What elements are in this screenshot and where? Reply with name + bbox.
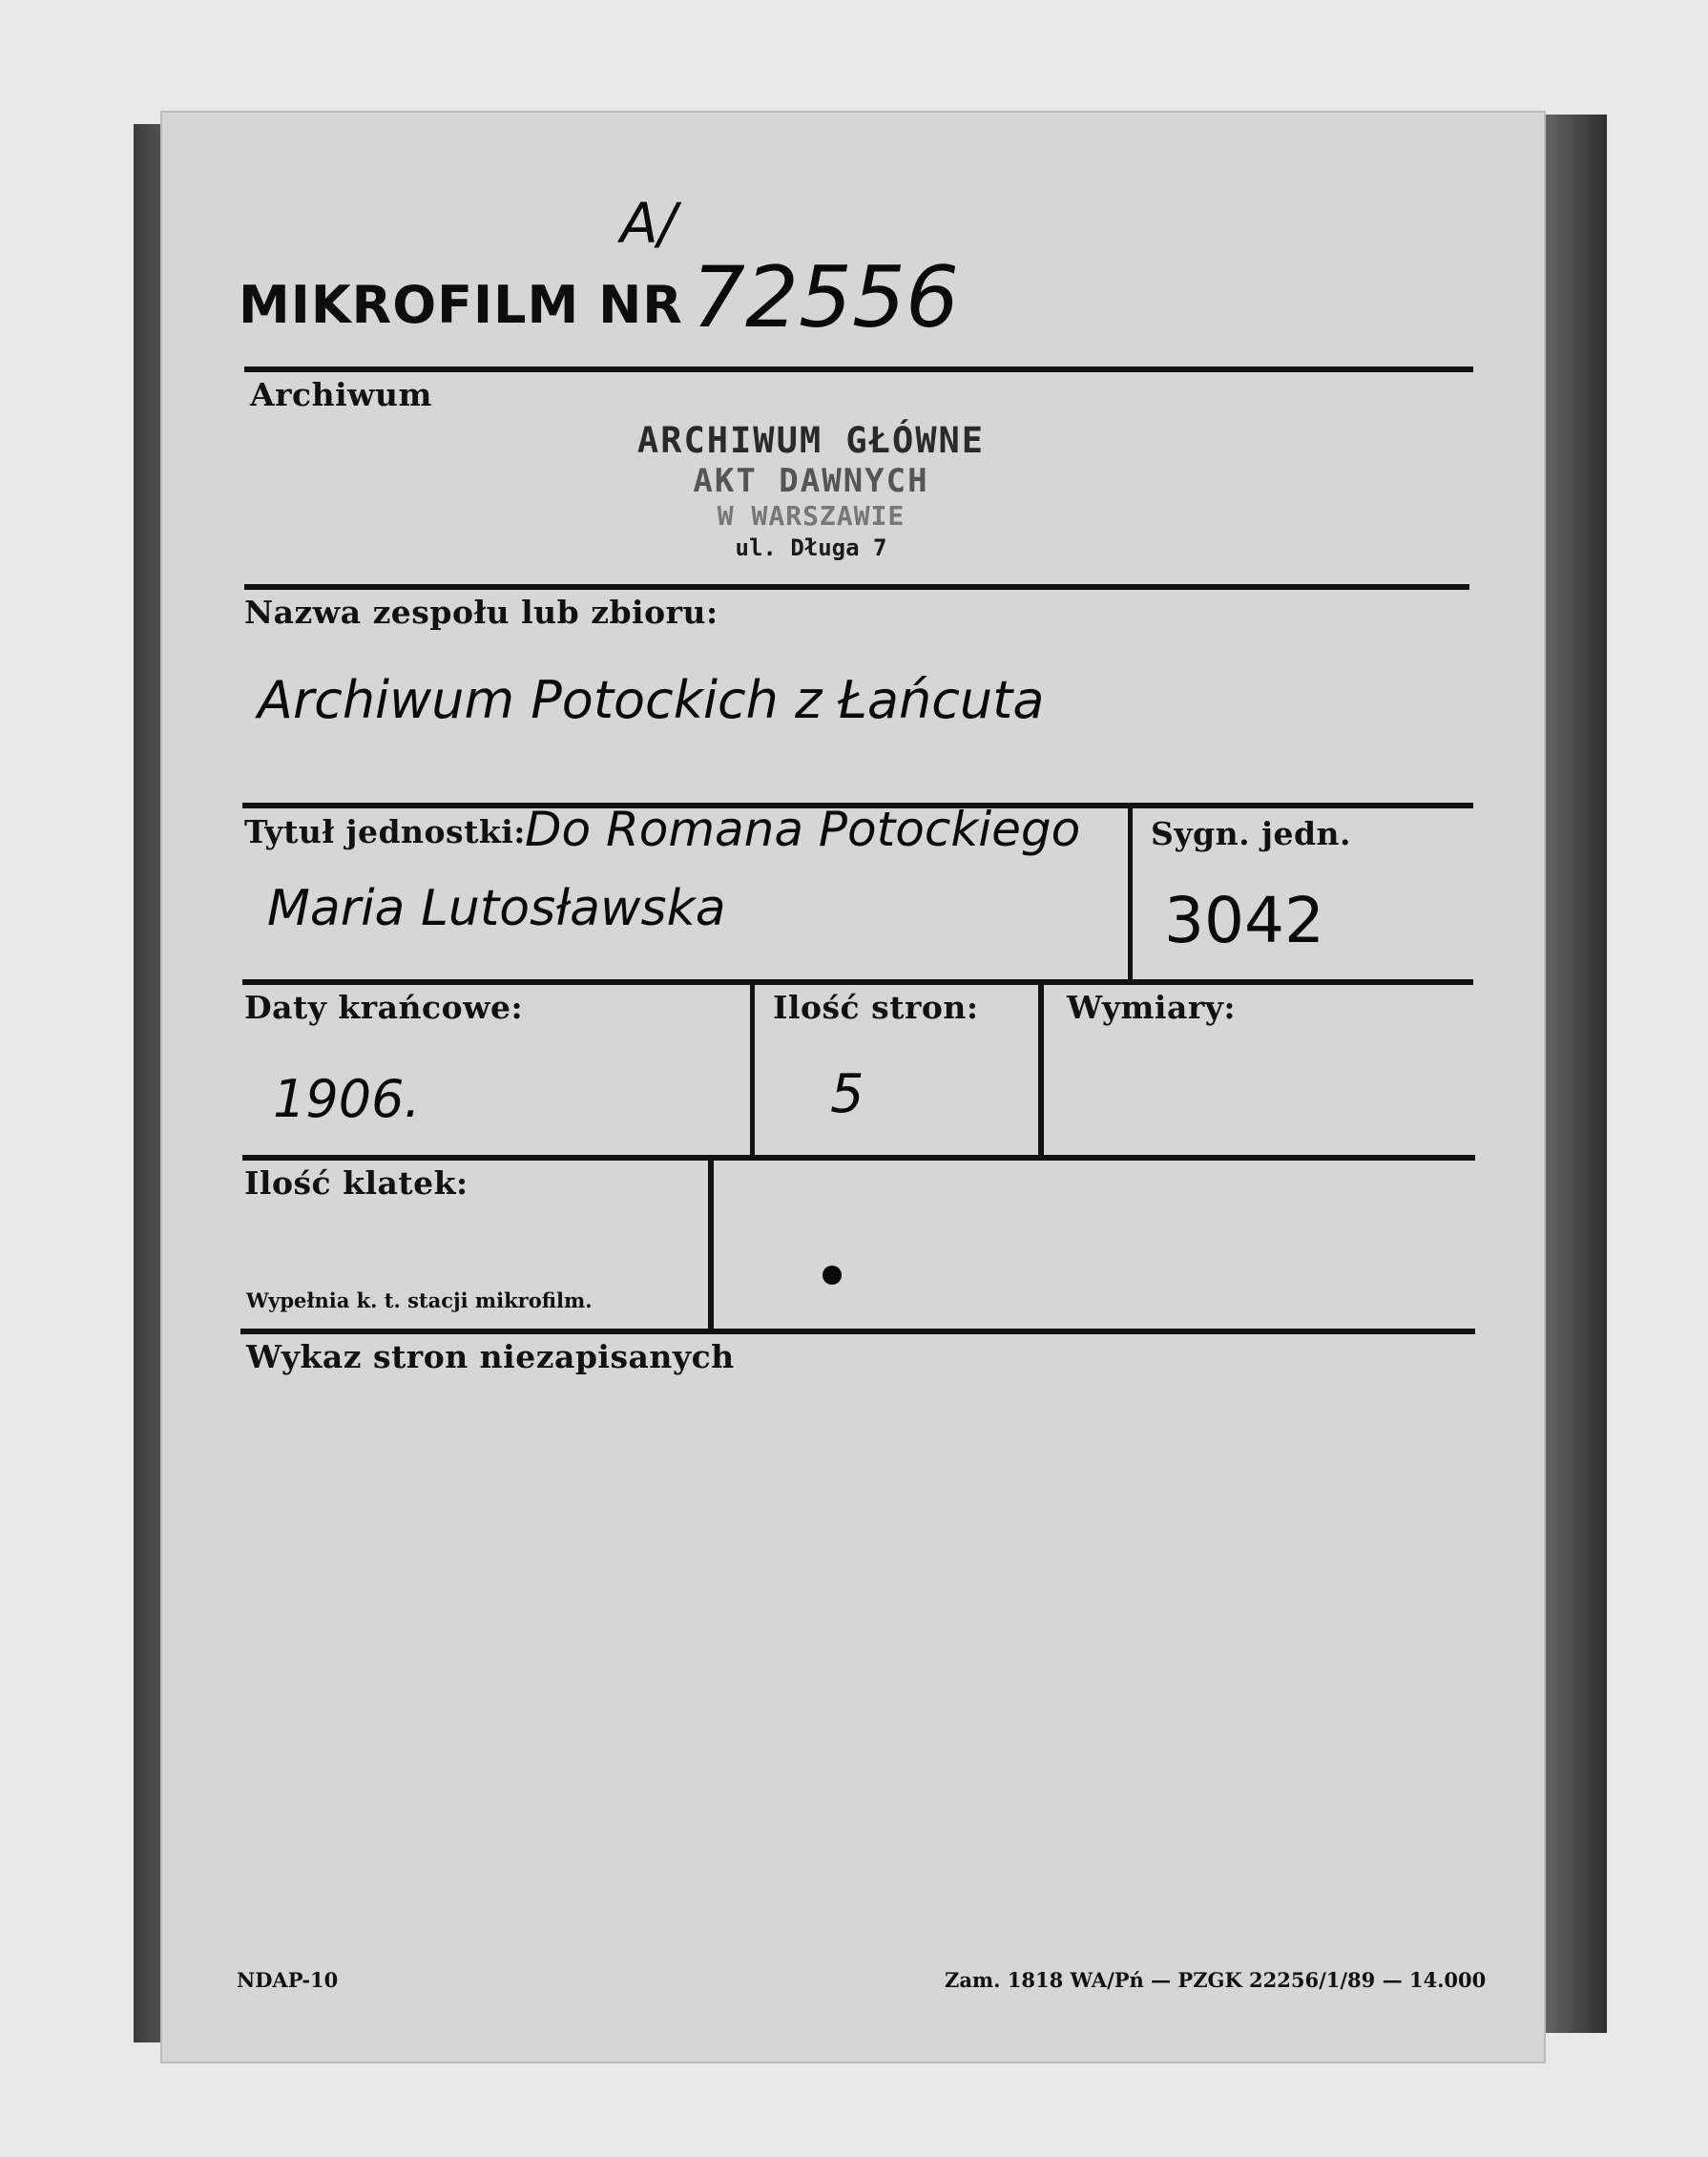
zespol-value: Archiwum Potockich z Łańcuta	[258, 670, 1045, 730]
strony-label: Ilość stron:	[773, 989, 979, 1026]
tytul-value-line1: Do Romana Potockiego	[525, 802, 1081, 857]
archiwum-label: Archiwum	[250, 376, 432, 413]
stamp-line2: AKT DAWNYCH	[693, 462, 929, 500]
zespol-label: Nazwa zespołu lub zbioru:	[244, 594, 719, 631]
daty-value: 1906.	[273, 1069, 421, 1129]
ink-dot	[823, 1266, 842, 1285]
film-shadow-right	[1538, 115, 1607, 2033]
klatki-label: Ilość klatek:	[244, 1164, 469, 1202]
print-info: Zam. 1818 WA/Pń — PZGK 22256/1/89 — 14.000	[945, 1968, 1487, 1992]
wymiary-label: Wymiary:	[1067, 989, 1237, 1026]
wykaz-label: Wykaz stron niezapisanych	[246, 1338, 735, 1375]
divider-klatki	[240, 1329, 1475, 1334]
microfilm-number: 72556	[692, 248, 959, 346]
klatki-note: Wypełnia k. t. stacji mikrofilm.	[246, 1288, 593, 1312]
tytul-label: Tytuł jednostki:	[244, 813, 526, 850]
stamp-line1: ARCHIWUM GŁÓWNE	[636, 420, 986, 461]
divider-vertical-sygn	[1128, 804, 1133, 981]
divider-vertical-klatki	[708, 1159, 714, 1334]
stamp-line4: ul. Długa 7	[735, 534, 887, 561]
sygnatura-value: 3042	[1164, 884, 1324, 957]
tytul-value-line2: Maria Lutosławska	[267, 880, 726, 937]
sygnatura-label: Sygn. jedn.	[1151, 815, 1352, 852]
card-title: MIKROFILM NR	[239, 275, 683, 335]
strony-value: 5	[830, 1063, 864, 1125]
divider-tytul	[242, 979, 1473, 985]
stamp-line3: W WARSZAWIE	[717, 500, 906, 532]
divider-archiwum	[244, 584, 1469, 590]
microfilm-card	[162, 113, 1544, 2062]
divider-vertical-wymiary	[1038, 981, 1044, 1157]
microfilm-number-prefix: A/	[620, 191, 677, 256]
daty-label: Daty krańcowe:	[244, 989, 524, 1026]
divider-vertical-strony	[750, 981, 755, 1157]
divider-header	[244, 366, 1473, 372]
divider-daty	[242, 1155, 1475, 1161]
form-code: NDAP-10	[237, 1968, 339, 1992]
